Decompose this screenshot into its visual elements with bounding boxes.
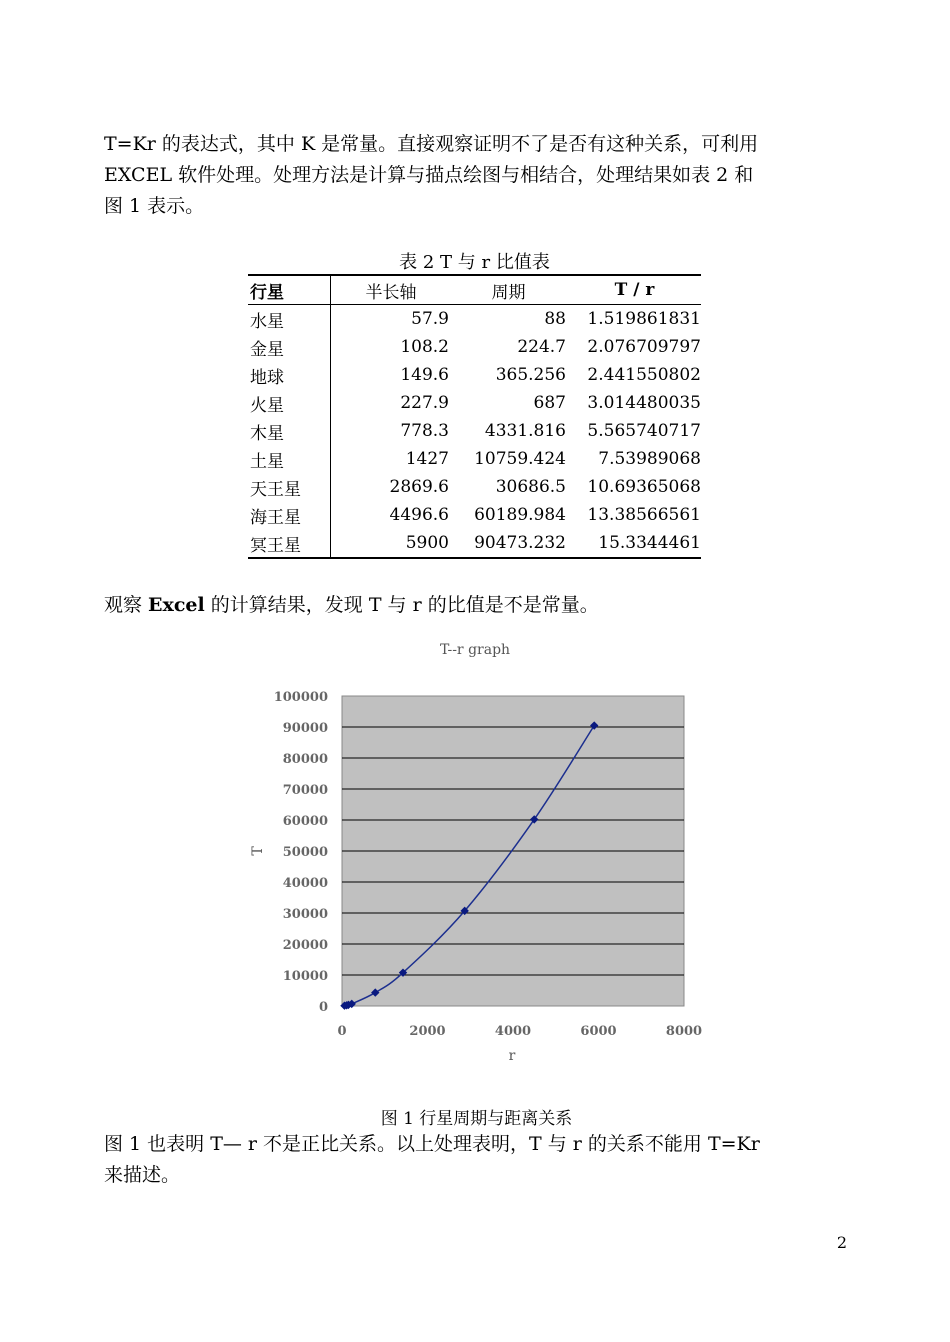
header-semi-major-axis: 半长轴 [365,282,417,303]
y-tick-label: 30000 [282,907,328,922]
period-cell: 90473.232 [474,533,566,553]
observation-paragraph [104,590,849,621]
y-tick-label: 70000 [282,783,328,798]
t-r-chart [240,632,710,1072]
y-tick-label: 10000 [282,969,328,984]
header-period: 周期 [491,282,526,303]
planet-name-cell: 地球 [248,361,331,389]
planet-name-cell: 天王星 [248,473,331,501]
period-cell: 10759.424 [474,449,566,469]
figure-caption: 图 1 行星周期与距离关系 [380,1109,573,1129]
table-row [248,389,701,417]
table-row [248,305,701,334]
y-axis-ticks [274,690,328,1015]
period-cell: 687 [533,393,566,413]
x-tick-label: 8000 [665,1024,703,1039]
x-tick-label: 4000 [494,1024,532,1039]
period-cell: 224.7 [517,337,566,357]
table-row [248,417,701,445]
table-row [248,445,701,473]
excel-keyword: Excel [148,594,205,616]
header-ratio: T / r [614,280,655,300]
planet-name-cell: 木星 [248,417,331,445]
ratio-cell: 2.076709797 [587,337,701,357]
semi-major-axis-cell: 149.6 [400,365,449,385]
planet-name-cell: 海王星 [248,501,331,529]
x-axis-ticks [337,1024,702,1039]
conclusion-paragraph [104,1129,849,1191]
period-cell: 30686.5 [495,477,566,497]
semi-major-axis-cell: 778.3 [400,421,449,441]
ratio-cell: 3.014480035 [587,393,701,413]
semi-major-axis-cell: 4496.6 [389,505,449,525]
planet-name-cell: 土星 [248,445,331,473]
semi-major-axis-cell: 227.9 [400,393,449,413]
period-cell: 88 [544,309,566,329]
y-tick-label: 80000 [282,752,328,767]
semi-major-axis-cell: 57.9 [411,309,449,329]
table-caption: 表 2 T 与 r 比值表 [399,252,550,273]
x-axis-label: r [508,1048,516,1064]
x-tick-label: 2000 [409,1024,446,1039]
ratio-cell: 15.3344461 [598,533,701,553]
table-row [248,501,701,529]
chart-title: T--r graph [439,642,511,658]
semi-major-axis-cell: 1427 [405,449,449,469]
x-tick-label: 6000 [580,1024,617,1039]
period-cell: 365.256 [495,365,566,385]
semi-major-axis-cell: 5900 [405,533,449,553]
table-row [248,361,701,389]
observation-after: 的计算结果，发现 T 与 r 的比值是不是常量。 [204,594,599,616]
y-tick-label: 50000 [282,845,328,860]
observation-before: 观察 [104,594,149,616]
planet-name-cell: 金星 [248,333,331,361]
period-cell: 60189.984 [474,505,566,525]
y-tick-label: 40000 [282,876,328,891]
page-number: 2 [836,1233,847,1252]
y-axis-label: T [250,846,266,856]
table-row [248,473,701,501]
x-tick-label: 0 [337,1024,347,1039]
y-tick-label: 20000 [282,938,328,953]
y-tick-label: 90000 [282,721,328,736]
table-body [248,305,701,559]
ratio-cell: 1.519861831 [587,309,701,329]
planet-name-cell: 火星 [248,389,331,417]
ratio-cell: 13.38566561 [587,505,701,525]
header-planet: 行星 [248,275,331,305]
table-header-row [248,275,701,305]
intro-line-1: T=Kr 的表达式，其中 K 是常量。直接观察证明不了是否有这种关系，可利用 [104,133,759,155]
semi-major-axis-cell: 2869.6 [389,477,449,497]
y-tick-label: 60000 [282,814,328,829]
y-tick-label: 0 [318,1000,328,1015]
table-row [248,333,701,361]
planet-name-cell: 冥王星 [248,529,331,558]
ratio-cell: 5.565740717 [587,421,701,441]
conclusion-line-2: 来描述。 [104,1164,181,1186]
semi-major-axis-cell: 108.2 [400,337,449,357]
table-row [248,529,701,558]
conclusion-line-1: 图 1 也表明 T— r 不是正比关系。以上处理表明，T 与 r 的关系不能用 T=Kr [104,1133,760,1155]
planet-name-cell: 水星 [248,305,331,334]
intro-line-2: EXCEL 软件处理。处理方法是计算与描点绘图与相结合，处理结果如表 2 和 [104,164,754,186]
y-tick-label: 100000 [273,690,328,705]
intro-paragraph [104,129,849,222]
planet-table [248,274,701,559]
ratio-cell: 7.53989068 [598,449,701,469]
period-cell: 4331.816 [484,421,566,441]
intro-line-3: 图 1 表示。 [104,195,205,217]
ratio-cell: 10.69365068 [587,477,701,497]
ratio-cell: 2.441550802 [587,365,701,385]
